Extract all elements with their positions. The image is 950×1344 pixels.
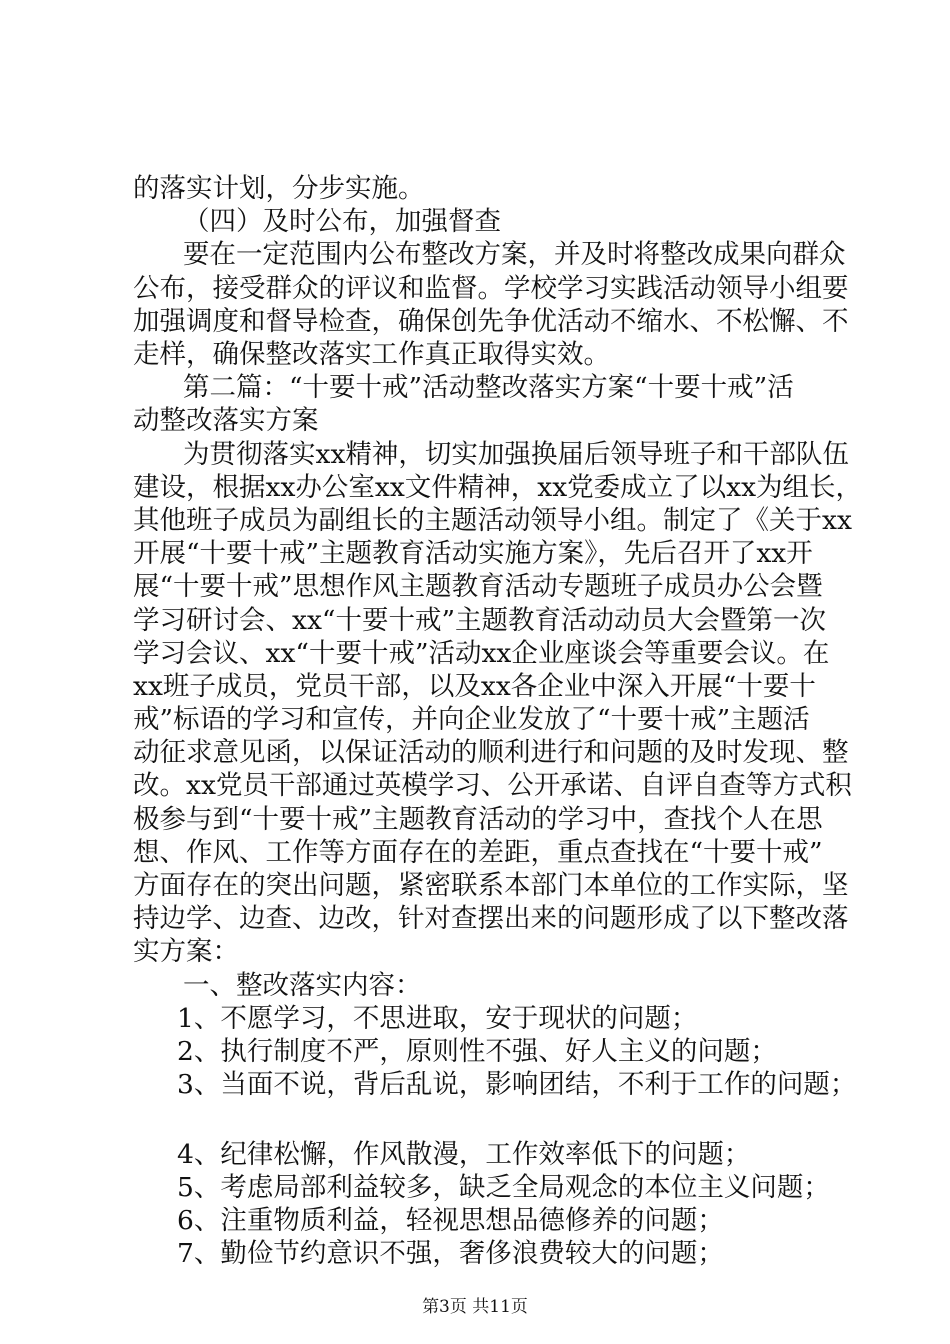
list-item: 7、勤俭节约意识不强，奢侈浪费较大的问题； <box>177 1238 724 1269</box>
text-line: 建设，根据xx办公室xx文件精神，xx党委成立了以xx为组长， <box>133 472 863 503</box>
section-heading: （四）及时公布，加强督查 <box>183 206 501 237</box>
text-line: 实方案： <box>133 936 239 967</box>
list-item: 3、当面不说，背后乱说，影响团结，不利于工作的问题； <box>177 1069 857 1100</box>
text-line: 走样，确保整改落实工作真正取得实效。 <box>133 339 610 370</box>
text-line: 公布，接受群众的评议和监督。学校学习实践活动领导小组要 <box>133 273 849 304</box>
text-line: 为贯彻落实xx精神，切实加强换届后领导班子和干部队伍 <box>183 439 849 470</box>
text-line: 改。xx党员干部通过英模学习、公开承诺、自评自查等方式积 <box>133 770 852 801</box>
section-heading: 一、整改落实内容： <box>183 970 422 1001</box>
text-line: 展“十要十戒”思想作风主题教育活动专题班子成员办公会暨 <box>133 571 823 602</box>
text-line: 要在一定范围内公布整改方案，并及时将整改成果向群众 <box>183 239 846 270</box>
list-item: 6、注重物质利益，轻视思想品德修养的问题； <box>177 1205 724 1236</box>
text-line: 持边学、边查、边改，针对查摆出来的问题形成了以下整改落 <box>133 903 849 934</box>
list-item: 2、执行制度不严，原则性不强、好人主义的问题； <box>177 1036 777 1067</box>
text-line: 方面存在的突出问题，紧密联系本部门本单位的工作实际，坚 <box>133 870 849 901</box>
text-line: xx班子成员，党员干部，以及xx各企业中深入开展“十要十 <box>133 671 816 702</box>
text-line: 学习会议、xx“十要十戒”活动xx企业座谈会等重要会议。在 <box>133 638 830 669</box>
list-item: 4、纪律松懈，作风散漫，工作效率低下的问题； <box>177 1139 751 1170</box>
text-line: 加强调度和督导检查，确保创先争优活动不缩水、不松懈、不 <box>133 306 849 337</box>
text-line: 的落实计划，分步实施。 <box>133 173 425 204</box>
text-line: 想、作风、工作等方面存在的差距，重点查找在“十要十戒” <box>133 837 823 868</box>
chapter-title: 动整改落实方案 <box>133 405 319 436</box>
text-line: 开展“十要十戒”主题教育活动实施方案》，先后召开了xx开 <box>133 538 813 569</box>
text-line: 动征求意见函，以保证活动的顺利进行和问题的及时发现、整 <box>133 737 849 768</box>
text-line: 学习研讨会、xx“十要十戒”主题教育活动动员大会暨第一次 <box>133 605 826 636</box>
text-line: 戒”标语的学习和宣传，并向企业发放了“十要十戒”主题活 <box>133 704 810 735</box>
list-item: 1、不愿学习，不思进取，安于现状的问题； <box>177 1003 698 1034</box>
text-line: 其他班子成员为副组长的主题活动领导小组。制定了《关于xx <box>133 505 852 536</box>
chapter-title: 第二篇：“十要十戒”活动整改落实方案“十要十戒”活 <box>183 372 794 403</box>
text-line: 极参与到“十要十戒”主题教育活动的学习中，查找个人在思 <box>133 804 823 835</box>
list-item: 5、考虑局部利益较多，缺乏全局观念的本位主义问题； <box>177 1172 830 1203</box>
page-number-footer: 第3页 共11页 <box>422 1297 528 1317</box>
